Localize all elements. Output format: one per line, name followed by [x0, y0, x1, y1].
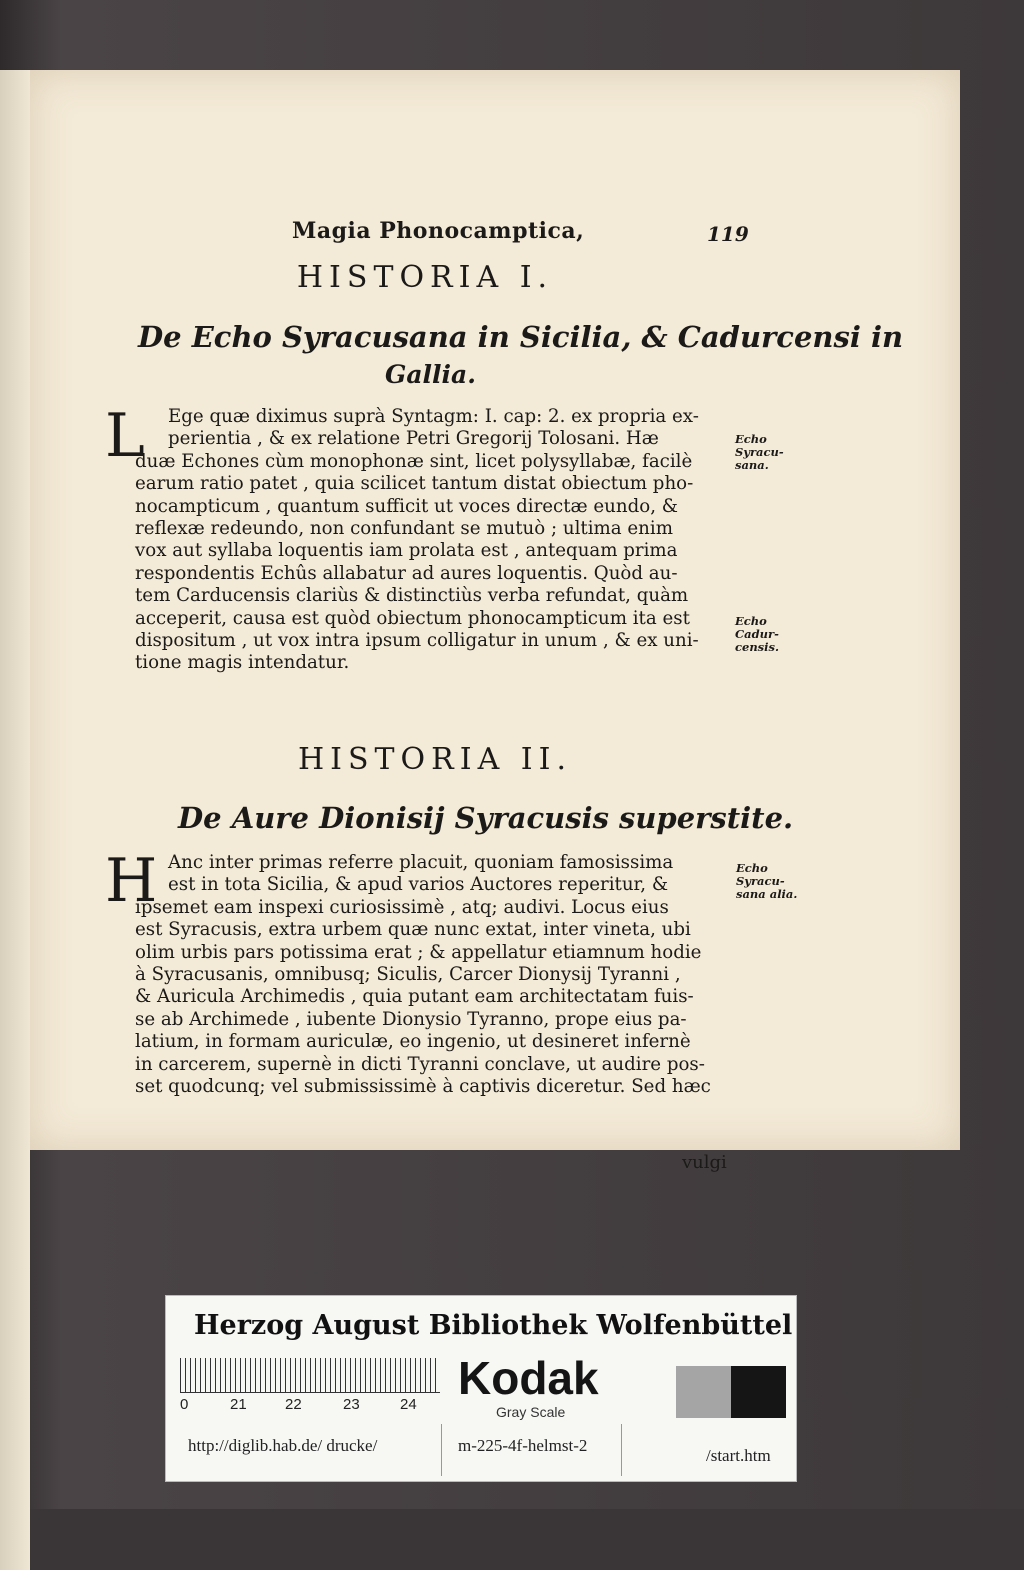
gray-patch-light	[676, 1366, 731, 1418]
ruler-labels	[180, 1396, 440, 1414]
text-line: duæ Echones cùm monophonæ sint, licet polysyllabæ, facilè	[135, 450, 693, 472]
text-line: & Auricula Archimedis , quia putant eam architectatam fuis-	[135, 986, 694, 1008]
gray-scale-label: Gray Scale	[496, 1404, 566, 1420]
text-line: acceperit, causa est quòd obiectum phonocampticum ita est	[135, 607, 690, 629]
text-line: in carcerem, supernè in dicti Tyranni conclave, ut audire pos-	[135, 1053, 705, 1075]
text-line: est Syracusis, extra urbem quæ nunc extat, inter vineta, ubi	[135, 919, 691, 941]
section-subtitle-1-cont: Gallia.	[385, 360, 476, 389]
margin-note: Echo Syracu-sana alia.	[736, 861, 798, 901]
text-line: reflexæ redeundo, non confundant se mutuò ; ultima enim	[135, 518, 673, 540]
text-line: latium, in formam auriculæ, eo ingenio, ut desineret infernè	[135, 1031, 691, 1053]
running-head: Magia Phonocamptica,	[292, 218, 585, 244]
color-target-card	[165, 1295, 797, 1482]
text-line: set quodcunq; vel submississimè à captivis diceretur. Sed hæc	[135, 1076, 711, 1098]
text-line: Anc inter primas referre placuit, quoniam famosissima	[168, 852, 674, 873]
section-subtitle-1: De Echo Syracusana in Sicilia, & Cadurcensi in	[138, 320, 904, 354]
facing-page-edge	[0, 70, 30, 1570]
gray-patch-dark	[731, 1366, 786, 1418]
text-line: ipsemet eam inspexi curiosissimè , atq; audivi. Locus eius	[135, 896, 669, 918]
text-line: earum ratio patet , quia scilicet tantum distat obiectum pho-	[135, 473, 694, 495]
margin-note: Echo Syracu-sana.	[735, 432, 784, 472]
ruler-label: 24	[400, 1396, 417, 1413]
text-line: dispositum , ut vox intra ipsum colligatur in unum , & ex uni-	[135, 630, 699, 652]
text-line: tem Carducensis clariùs & distinctiùs verba refundat, quàm	[135, 585, 689, 607]
text-line: est in tota Sicilia, & apud varios Auctores reperitur, &	[168, 874, 669, 896]
text-line: nocampticum , quantum sufficit ut voces directæ eundo, &	[135, 495, 678, 517]
card-divider	[621, 1424, 622, 1476]
paragraph-2	[135, 852, 730, 1098]
paragraph-1	[135, 406, 730, 675]
text-line: Ege quæ diximus suprà Syntagm: I. cap: 2. ex propria ex-	[168, 406, 699, 427]
url-base: http://diglib.hab.de/ drucke/	[188, 1436, 378, 1455]
drop-initial: L	[105, 401, 145, 471]
text-line: olim urbis pars potissima erat ; & appellatur etiamnum hodie	[135, 941, 702, 963]
url-tail: /start.htm	[706, 1446, 771, 1465]
text-line: se ab Archimede , iubente Dionysio Tyranno, prope eius pa-	[135, 1008, 687, 1030]
page-number: 119	[707, 222, 749, 246]
ruler-label: 0	[180, 1396, 189, 1413]
text-line: à Syracusanis, omnibusq; Siculis, Carcer Dionysij Tyranni ,	[135, 964, 681, 986]
kodak-logo: Kodak	[458, 1352, 599, 1404]
margin-note: Echo Cadur-censis.	[735, 614, 780, 654]
card-divider	[441, 1424, 442, 1476]
text-line: tione magis intendatur.	[135, 652, 350, 674]
text-line: respondentis Echûs allabatur ad aures loquentis. Quòd au-	[135, 562, 678, 584]
section-subtitle-2: De Aure Dionisij Syracusis superstite.	[178, 801, 794, 835]
ruler-label: 22	[285, 1396, 302, 1413]
section-heading-2: HISTORIA II.	[297, 742, 573, 777]
section-heading-1: HISTORIA I.	[296, 260, 554, 295]
ruler-label: 23	[343, 1396, 360, 1413]
text-line: vox aut syllaba loquentis iam prolata est , antequam prima	[135, 540, 678, 562]
book-page	[30, 70, 960, 1173]
text-line: perientia , & ex relatione Petri Gregorij Tolosani. Hæ	[168, 428, 659, 450]
scale-ruler	[180, 1358, 440, 1393]
library-name: Herzog August Bibliothek Wolfenbüttel	[194, 1310, 793, 1341]
catchword: vulgi	[682, 1152, 727, 1173]
url-id: m-225-4f-helmst-2	[458, 1436, 588, 1455]
ruler-label: 21	[230, 1396, 247, 1413]
drop-initial: H	[105, 846, 158, 916]
